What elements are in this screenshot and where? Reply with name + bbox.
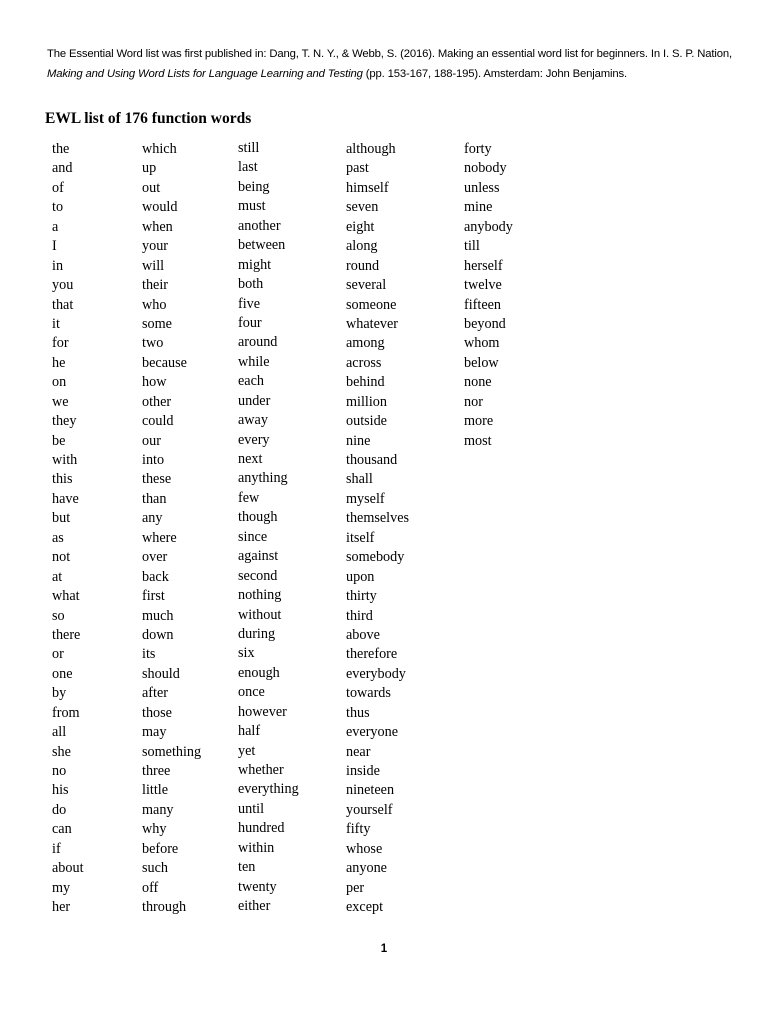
- word-item: nothing: [238, 587, 282, 604]
- word-item: themselves: [346, 510, 410, 527]
- word-item: some: [142, 315, 172, 332]
- word-item: back: [142, 568, 169, 585]
- word-item: per: [346, 879, 365, 896]
- word-item: round: [346, 257, 380, 274]
- word-item: several: [346, 277, 387, 294]
- word-item: still: [238, 140, 260, 156]
- word-item: every: [238, 431, 270, 448]
- word-item: itself: [346, 529, 375, 546]
- word-item: all: [52, 724, 67, 741]
- word-item: do: [52, 801, 67, 818]
- word-item: with: [52, 452, 78, 468]
- word-item: nobody: [464, 160, 507, 177]
- word-item: through: [142, 899, 187, 916]
- word-item: something: [142, 743, 202, 760]
- word-item: except: [346, 899, 384, 916]
- word-item: my: [52, 879, 71, 896]
- word-item: first: [142, 588, 165, 605]
- word-column-2: [142, 140, 201, 918]
- word-column-1: [52, 140, 84, 918]
- word-item: till: [464, 238, 480, 255]
- word-item: everybody: [346, 665, 406, 682]
- word-item: nineteen: [346, 782, 395, 799]
- word-item: within: [238, 839, 275, 856]
- word-item: somebody: [346, 549, 405, 566]
- word-item: yourself: [346, 801, 393, 818]
- word-item: it: [52, 315, 60, 332]
- word-item: so: [52, 607, 65, 624]
- word-item: enough: [238, 664, 280, 681]
- word-item: away: [238, 412, 268, 429]
- word-item: from: [52, 704, 80, 721]
- word-item: across: [346, 354, 382, 371]
- word-item: forty: [464, 141, 492, 157]
- word-item: seven: [346, 199, 379, 216]
- word-item: nor: [464, 393, 483, 410]
- word-item: than: [142, 490, 167, 507]
- word-item: eight: [346, 218, 375, 235]
- word-item: on: [52, 374, 67, 391]
- word-item: you: [52, 277, 74, 294]
- word-item: such: [142, 860, 169, 877]
- word-item: any: [142, 510, 163, 527]
- word-item: whether: [238, 762, 284, 778]
- word-item: million: [346, 393, 387, 410]
- word-item: but: [52, 510, 71, 527]
- word-item: past: [346, 160, 369, 177]
- word-item: may: [142, 724, 167, 741]
- word-item: most: [464, 432, 492, 449]
- word-item: between: [238, 237, 286, 254]
- word-item: and: [52, 160, 73, 177]
- word-item: that: [52, 296, 74, 313]
- word-item: its: [142, 646, 156, 663]
- word-item: might: [238, 256, 272, 273]
- word-column-4: [346, 140, 409, 918]
- word-item: they: [52, 413, 77, 430]
- word-item: without: [238, 606, 282, 623]
- word-item: whom: [464, 335, 500, 352]
- citation-suffix: (pp. 153-167, 188-195). Amsterdam: John Benjamins.: [362, 68, 628, 80]
- word-item: their: [142, 277, 168, 294]
- word-item: much: [142, 607, 174, 624]
- word-item: while: [238, 353, 270, 370]
- word-item: our: [142, 432, 161, 449]
- word-item: around: [238, 334, 278, 351]
- word-item: under: [238, 392, 271, 409]
- word-item: although: [346, 141, 396, 157]
- word-item: many: [142, 801, 174, 818]
- word-item: these: [142, 471, 172, 488]
- word-item: one: [52, 665, 73, 682]
- word-item: outside: [346, 413, 387, 430]
- word-item: whatever: [346, 315, 398, 332]
- word-item: fifteen: [464, 296, 502, 313]
- word-item: more: [464, 413, 494, 430]
- word-item: anyone: [346, 860, 387, 877]
- word-item: beyond: [464, 315, 506, 332]
- word-item: next: [238, 451, 263, 467]
- word-item: when: [142, 218, 173, 235]
- word-item: be: [52, 432, 66, 449]
- word-item: into: [142, 452, 165, 468]
- word-item: for: [52, 335, 69, 352]
- word-item: during: [238, 625, 276, 642]
- word-item: hundred: [238, 820, 285, 837]
- word-item: your: [142, 238, 169, 255]
- list-heading: EWL list of 176 function words: [45, 110, 252, 127]
- word-item: not: [52, 549, 71, 566]
- word-item: a: [52, 218, 59, 235]
- word-item: myself: [346, 490, 385, 507]
- word-item: little: [142, 782, 169, 799]
- word-item: because: [142, 354, 187, 371]
- word-item: six: [238, 645, 255, 662]
- word-item: I: [52, 238, 57, 255]
- word-item: after: [142, 685, 168, 702]
- word-item: second: [238, 567, 278, 584]
- word-item: twelve: [464, 277, 502, 294]
- word-item: can: [52, 821, 72, 838]
- word-item: if: [52, 840, 61, 857]
- word-item: behind: [346, 374, 385, 391]
- word-item: thirty: [346, 588, 377, 605]
- word-item: herself: [464, 257, 503, 274]
- word-item: each: [238, 373, 264, 390]
- word-item: have: [52, 490, 79, 507]
- word-item: against: [238, 548, 279, 565]
- word-item: fifty: [346, 821, 371, 838]
- word-item: who: [142, 296, 167, 313]
- word-item: or: [52, 646, 64, 663]
- word-item: anybody: [464, 218, 513, 235]
- word-item: ten: [238, 859, 256, 876]
- word-item: where: [142, 529, 177, 546]
- word-item: five: [238, 295, 261, 312]
- word-item: over: [142, 549, 168, 566]
- word-item: before: [142, 840, 179, 857]
- word-item: few: [238, 489, 260, 506]
- word-item: whose: [346, 840, 383, 857]
- word-item: as: [52, 529, 64, 546]
- word-item: below: [464, 354, 499, 371]
- word-item: the: [52, 141, 70, 157]
- word-item: will: [142, 257, 165, 274]
- word-item: thus: [346, 704, 370, 721]
- word-item: since: [238, 528, 268, 545]
- word-item: upon: [346, 568, 375, 585]
- word-item: either: [238, 898, 271, 915]
- word-item: everyone: [346, 724, 398, 741]
- word-item: at: [52, 568, 63, 585]
- word-column-3: [238, 139, 299, 917]
- word-item: up: [142, 160, 157, 177]
- word-item: by: [52, 685, 67, 702]
- word-item: should: [142, 665, 180, 682]
- word-item: near: [346, 743, 371, 760]
- word-item: thousand: [346, 452, 398, 468]
- citation-paragraph: [47, 44, 737, 84]
- word-item: third: [346, 607, 373, 624]
- word-item: no: [52, 763, 67, 779]
- word-item: how: [142, 374, 167, 391]
- word-item: we: [52, 393, 69, 410]
- citation-book-title: Making and Using Word Lists for Language Learning and Testing: [47, 68, 363, 80]
- word-column-5: [464, 140, 513, 451]
- word-item: his: [52, 782, 69, 799]
- word-item: those: [142, 704, 172, 721]
- word-item: towards: [346, 685, 391, 702]
- word-item: though: [238, 509, 278, 526]
- word-item: could: [142, 413, 174, 430]
- word-item: until: [238, 800, 265, 817]
- word-item: last: [238, 159, 258, 176]
- word-item: other: [142, 393, 172, 410]
- word-item: mine: [464, 199, 493, 216]
- word-item: another: [238, 217, 281, 234]
- word-item: in: [52, 257, 64, 274]
- word-item: off: [142, 879, 159, 896]
- word-item: yet: [238, 742, 256, 759]
- word-item: unless: [464, 179, 500, 196]
- word-item: about: [52, 860, 84, 877]
- word-item: above: [346, 626, 380, 643]
- word-item: must: [238, 198, 266, 215]
- page-number: 1: [380, 943, 388, 955]
- word-item: he: [52, 354, 66, 371]
- word-item: however: [238, 703, 287, 720]
- citation-prefix: The Essential Word list was first published in: Dang, T. N. Y., & Webb, S. (2016). Making an essential word list for beginners. In I. S. P. Nation,: [47, 48, 732, 60]
- word-item: out: [142, 179, 161, 196]
- word-item: her: [52, 899, 71, 916]
- word-item: anything: [238, 470, 288, 487]
- word-item: among: [346, 335, 385, 352]
- word-item: why: [142, 821, 167, 838]
- word-item: which: [142, 141, 177, 157]
- word-item: none: [464, 374, 492, 391]
- word-item: being: [238, 178, 270, 195]
- word-item: of: [52, 179, 64, 196]
- word-item: someone: [346, 296, 397, 313]
- word-item: twenty: [238, 878, 277, 895]
- word-item: shall: [346, 471, 373, 488]
- word-item: half: [238, 723, 261, 740]
- word-item: three: [142, 763, 171, 779]
- word-item: both: [238, 276, 264, 293]
- word-item: to: [52, 199, 64, 216]
- word-item: therefore: [346, 646, 398, 663]
- word-item: four: [238, 314, 262, 331]
- word-item: would: [142, 199, 178, 216]
- word-item: down: [142, 626, 174, 643]
- word-item: she: [52, 743, 71, 760]
- word-item: two: [142, 335, 164, 352]
- word-item: along: [346, 238, 378, 255]
- word-item: himself: [346, 179, 389, 196]
- word-item: there: [52, 626, 81, 643]
- word-item: this: [52, 471, 73, 488]
- word-item: what: [52, 588, 80, 605]
- word-item: inside: [346, 763, 380, 779]
- word-item: everything: [238, 781, 299, 798]
- word-item: once: [238, 684, 265, 701]
- word-item: nine: [346, 432, 371, 449]
